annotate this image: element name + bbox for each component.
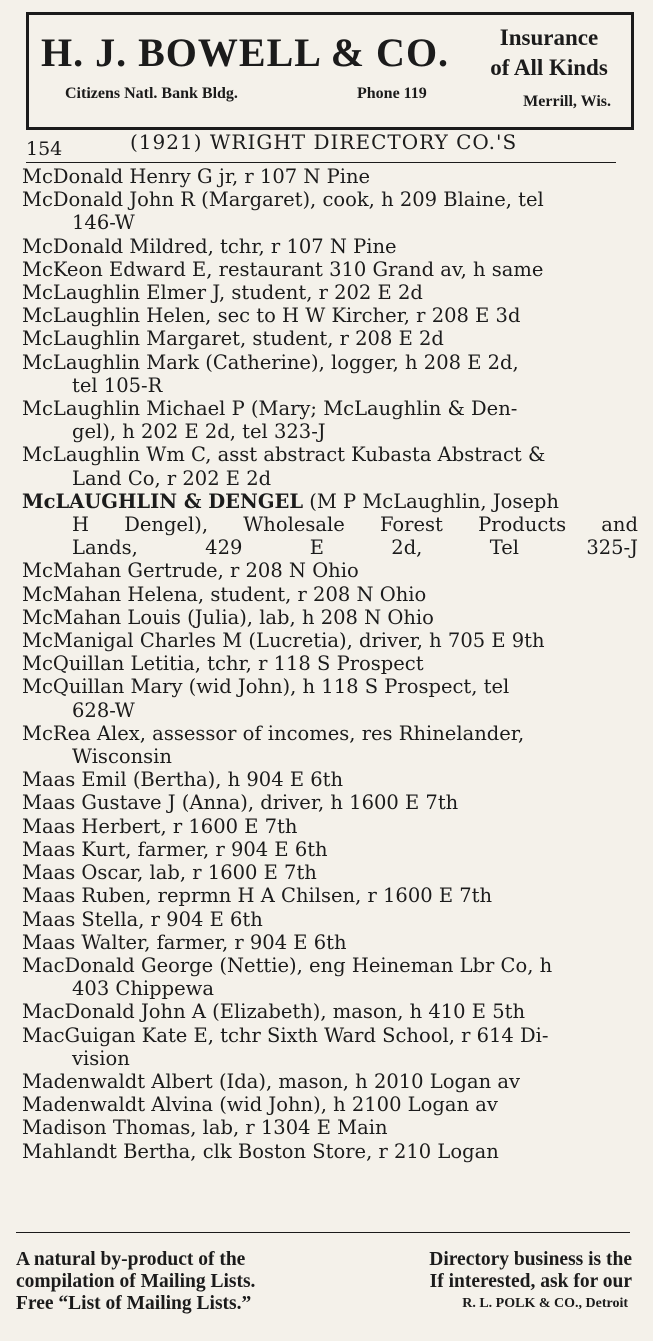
directory-entry xyxy=(22,722,638,768)
directory-entry xyxy=(22,1093,638,1116)
entry-continuation: Wisconsin xyxy=(72,745,172,769)
entry-line: Maas Gustave J (Anna), driver, h 1600 E 7th xyxy=(22,791,459,815)
directory-entry xyxy=(22,652,638,675)
entry-word: Tel xyxy=(489,536,519,560)
footer-text: A natural by-product of the xyxy=(16,1249,246,1270)
directory-entries xyxy=(22,165,638,1163)
entry-word: Dengel), xyxy=(124,513,209,537)
entry-line: Maas Ruben, reprmn H A Chilsen, r 1600 E 7th xyxy=(22,884,493,908)
entry-line: MacDonald George (Nettie), eng Heineman Lbr Co, h xyxy=(22,953,553,977)
entry-line: Maas Kurt, farmer, r 904 E 6th xyxy=(22,837,328,861)
entry-line: McLaughlin Wm C, asst abstract Kubasta Abstract & xyxy=(22,443,546,467)
entry-word: E xyxy=(309,536,324,560)
ad-tagline-2: of All Kinds xyxy=(490,55,608,80)
page-number: 154 xyxy=(26,138,63,160)
ad-tagline-1: Insurance xyxy=(499,25,599,50)
entry-line: McMahan Louis (Julia), lab, h 208 N Ohio xyxy=(22,605,434,629)
entry-line: Maas Oscar, lab, r 1600 E 7th xyxy=(22,861,317,885)
directory-entry xyxy=(22,884,638,907)
directory-entry xyxy=(22,791,638,814)
entry-line: McManigal Charles M (Lucretia), driver, h 705 E 9th xyxy=(22,629,545,653)
directory-entry xyxy=(22,397,638,443)
entry-line: Maas Herbert, r 1600 E 7th xyxy=(22,814,298,838)
entry-line: McQuillan Letitia, tchr, r 118 S Prospect xyxy=(22,652,424,676)
directory-entry xyxy=(22,235,638,258)
directory-entry xyxy=(22,931,638,954)
directory-entry xyxy=(22,281,638,304)
directory-entry xyxy=(22,258,638,281)
ad-tagline xyxy=(479,23,619,83)
footer-row-1 xyxy=(16,1249,632,1271)
entry-line: McLaughlin Michael P (Mary; McLaughlin & Den- xyxy=(22,397,518,421)
entry-continuation: vision xyxy=(72,1046,130,1070)
entry-line: McLaughlin Elmer J, student, r 202 E 2d xyxy=(22,281,423,305)
entry-word: Products xyxy=(478,513,567,537)
entry-line: MacDonald John A (Elizabeth), mason, h 410 E 5th xyxy=(22,1000,526,1024)
directory-entry xyxy=(22,165,638,188)
running-head: (1921) WRIGHT DIRECTORY CO.'S xyxy=(130,130,518,154)
directory-entry xyxy=(22,188,638,234)
entry-line: McDonald Mildred, tchr, r 107 N Pine xyxy=(22,234,397,258)
directory-entry xyxy=(22,490,638,560)
entry-continuation: 403 Chippewa xyxy=(72,977,214,1001)
directory-entry xyxy=(22,1116,638,1139)
entry-line: McDonald John R (Margaret), cook, h 209 Blaine, tel xyxy=(22,188,544,212)
advertisement-box xyxy=(26,12,634,130)
entry-word: and xyxy=(601,513,638,537)
directory-entry xyxy=(22,351,638,397)
entry-continuation: Land Co, r 202 E 2d xyxy=(72,466,272,490)
ad-address: Citizens Natl. Bank Bldg. xyxy=(65,85,238,102)
entry-continuation xyxy=(22,536,638,559)
entry-business-name: McLAUGHLIN & DENGEL xyxy=(22,489,304,513)
directory-entry xyxy=(22,861,638,884)
entry-line: Maas Emil (Bertha), h 904 E 6th xyxy=(22,768,344,792)
entry-word: 429 xyxy=(205,536,243,560)
entry-continuation: 628-W xyxy=(72,698,135,722)
directory-entry xyxy=(22,815,638,838)
ad-company-name: H. J. BOWELL & CO. xyxy=(41,30,450,75)
footer-text: Free “List of Mailing Lists.” xyxy=(16,1293,252,1314)
entry-text: (M P McLaughlin, Joseph xyxy=(303,489,559,513)
directory-entry xyxy=(22,606,638,629)
directory-entry xyxy=(22,908,638,931)
entry-line: Madison Thomas, lab, r 1304 E Main xyxy=(22,1116,388,1140)
entry-line: Maas Walter, farmer, r 904 E 6th xyxy=(22,930,347,954)
entry-line: McLaughlin Margaret, student, r 208 E 2d xyxy=(22,327,444,351)
entry-line: MacGuigan Kate E, tchr Sixth Ward School, r 614 Di- xyxy=(22,1023,549,1047)
entry-word: Forest xyxy=(379,513,443,537)
entry-line: McKeon Edward E, restaurant 310 Grand av, h same xyxy=(22,257,544,281)
publisher-credit: R. L. POLK & CO., Detroit xyxy=(462,1296,628,1311)
directory-entry xyxy=(22,443,638,489)
directory-entry xyxy=(22,675,638,721)
entry-line xyxy=(22,490,638,513)
directory-entry xyxy=(22,1024,638,1070)
entry-continuation: 146-W xyxy=(72,211,135,235)
entry-line: McMahan Gertrude, r 208 N Ohio xyxy=(22,559,359,583)
footer-notice xyxy=(16,1249,632,1315)
footer-text: compilation of Mailing Lists. xyxy=(16,1271,256,1292)
directory-entry xyxy=(22,304,638,327)
page-header xyxy=(26,128,616,163)
entry-continuation: gel), h 202 E 2d, tel 323-J xyxy=(72,420,326,444)
directory-entry xyxy=(22,583,638,606)
entry-word: Wholesale xyxy=(243,513,345,537)
directory-entry xyxy=(22,1070,638,1093)
entry-line: Maas Stella, r 904 E 6th xyxy=(22,907,263,931)
entry-line: Madenwaldt Albert (Ida), mason, h 2010 Logan av xyxy=(22,1069,520,1093)
footer-rule xyxy=(16,1232,630,1233)
directory-entry xyxy=(22,559,638,582)
entry-word: Lands, xyxy=(72,536,138,560)
directory-entry xyxy=(22,327,638,350)
directory-entry xyxy=(22,1140,638,1163)
directory-entry xyxy=(22,768,638,791)
entry-line: McLaughlin Helen, sec to H W Kircher, r 208 E 3d xyxy=(22,304,521,328)
entry-line: Mahlandt Bertha, clk Boston Store, r 210 Logan xyxy=(22,1139,499,1163)
footer-row-2 xyxy=(16,1271,632,1293)
footer-row-3 xyxy=(16,1293,632,1315)
directory-entry xyxy=(22,1000,638,1023)
entry-word: H xyxy=(72,513,90,537)
entry-line: McLaughlin Mark (Catherine), logger, h 208 E 2d, xyxy=(22,350,519,374)
entry-continuation xyxy=(22,513,638,536)
entry-line: McQuillan Mary (wid John), h 118 S Prospect, tel xyxy=(22,675,510,699)
footer-text: If interested, ask for our xyxy=(429,1271,632,1292)
entry-word: 325-J xyxy=(586,536,638,560)
ad-phone: Phone 119 xyxy=(357,85,427,102)
directory-entry xyxy=(22,954,638,1000)
entry-word: 2d, xyxy=(391,536,423,560)
entry-line: Madenwaldt Alvina (wid John), h 2100 Logan av xyxy=(22,1093,498,1117)
entry-line: McDonald Henry G jr, r 107 N Pine xyxy=(22,165,371,188)
entry-continuation: tel 105-R xyxy=(72,373,163,397)
entry-line: McRea Alex, assessor of incomes, res Rhinelander, xyxy=(22,721,525,745)
directory-entry xyxy=(22,838,638,861)
ad-city: Merrill, Wis. xyxy=(523,93,611,110)
footer-text: Directory business is the xyxy=(429,1249,632,1270)
entry-line: McMahan Helena, student, r 208 N Ohio xyxy=(22,582,427,606)
directory-entry xyxy=(22,629,638,652)
